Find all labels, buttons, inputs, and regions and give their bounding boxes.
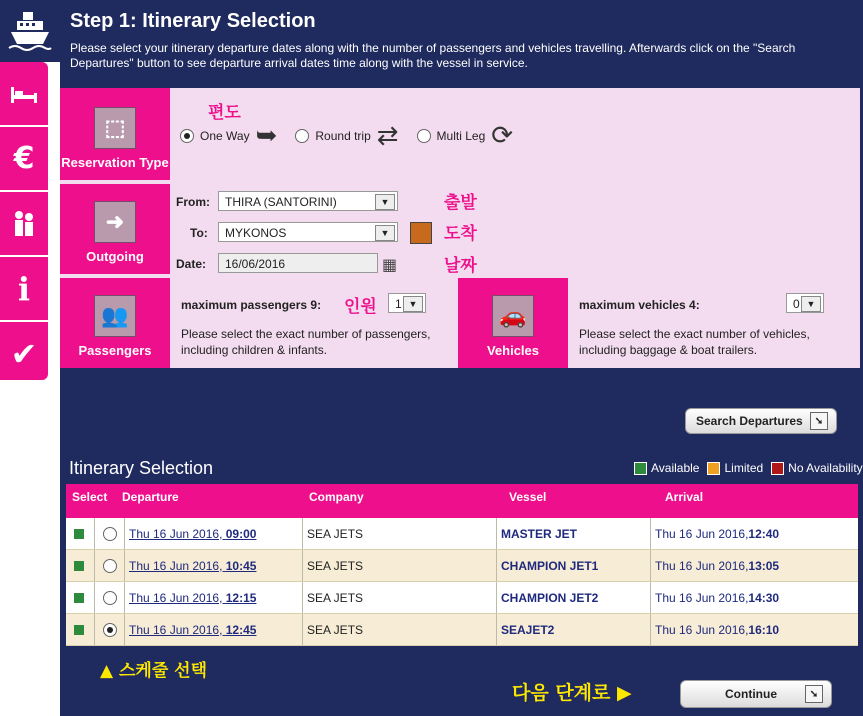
- annotation-date: 날짜: [444, 256, 477, 276]
- status-available: [74, 561, 84, 571]
- multi-leg-label: Multi Leg: [436, 128, 486, 143]
- checkmark-icon: ✔: [10, 334, 38, 373]
- info-icon: i: [17, 269, 31, 308]
- rail-tab-confirm[interactable]: [0, 322, 48, 385]
- reservation-type-icon: ⬚: [94, 107, 136, 149]
- calendar-icon[interactable]: ▦: [382, 255, 398, 274]
- legend-available-swatch: [634, 462, 647, 475]
- radio-round-trip[interactable]: [295, 129, 309, 143]
- from-select[interactable]: THIRA (SANTORINI) ▼: [218, 191, 398, 211]
- passengers-select[interactable]: 1 ▼: [388, 293, 426, 313]
- departure-link[interactable]: Thu 16 Jun 2016, 12:15: [129, 590, 257, 605]
- company-cell: SEA JETS: [302, 550, 496, 581]
- annotation-passengers: 인원: [344, 297, 377, 317]
- legend-no-availability: No Availability: [788, 461, 863, 475]
- vehicles-help-2: including baggage & boat trailers.: [579, 343, 758, 357]
- ship-icon: [7, 8, 53, 54]
- table-row[interactable]: [66, 550, 858, 582]
- rail-tab-passengers[interactable]: [0, 192, 48, 257]
- vehicle-icon: 🚗: [492, 295, 534, 337]
- vehicles-select[interactable]: 0 ▼: [786, 293, 824, 313]
- col-vessel: Vessel: [509, 490, 547, 504]
- departure-link[interactable]: Thu 16 Jun 2016, 09:00: [129, 526, 257, 541]
- annotation-departure: 출발: [444, 193, 477, 213]
- status-available: [74, 529, 84, 539]
- date-input[interactable]: 16/06/2016: [218, 253, 378, 273]
- multi-leg-arrows-icon: ⟳: [491, 120, 514, 150]
- table-row[interactable]: [66, 518, 858, 550]
- departure-link[interactable]: Thu 16 Jun 2016, 12:45: [129, 622, 257, 637]
- outgoing-label: ➜ Outgoing: [60, 184, 170, 274]
- status-available: [74, 625, 84, 635]
- to-select[interactable]: MYKONOS ▼: [218, 222, 398, 242]
- company-cell: SEA JETS: [302, 582, 496, 613]
- arrival-cell: Thu 16 Jun 2016, 16:10: [650, 614, 858, 645]
- one-way-arrow-icon: ➥: [255, 120, 278, 150]
- legend-limited-swatch: [707, 462, 720, 475]
- step-header: [70, 10, 850, 71]
- arrival-cell: Thu 16 Jun 2016, 12:40: [650, 518, 858, 549]
- max-vehicles-label: maximum vehicles 4:: [579, 298, 700, 312]
- chevron-down-icon: ▼: [403, 296, 423, 312]
- row-select-radio[interactable]: [103, 591, 117, 605]
- legend-limited: Limited: [724, 461, 764, 475]
- table-header: [66, 484, 858, 518]
- round-trip-label: Round trip: [315, 128, 371, 143]
- rail-tab-info[interactable]: [0, 257, 48, 322]
- continue-button[interactable]: Continue ➘: [680, 680, 832, 708]
- one-way-label: One Way: [200, 128, 250, 143]
- search-departures-button[interactable]: Search Departures ➘: [685, 408, 837, 434]
- euro-icon: €: [13, 141, 35, 176]
- col-departure: Departure: [122, 490, 179, 504]
- arrival-cell: Thu 16 Jun 2016, 13:05: [650, 550, 858, 581]
- bed-icon: [9, 83, 39, 105]
- main-panel: [60, 0, 863, 716]
- status-available: [74, 593, 84, 603]
- radio-multi-leg[interactable]: [417, 129, 431, 143]
- itinerary-form: [60, 88, 860, 368]
- page-title: Step 1: Itinerary Selection: [70, 10, 316, 32]
- rail-tab-accommodation[interactable]: [0, 62, 48, 127]
- chevron-down-icon: ▼: [375, 194, 395, 210]
- row-select-radio[interactable]: [103, 623, 117, 637]
- max-passengers-label: maximum passengers 9:: [181, 298, 322, 312]
- vehicles-label: 🚗 Vehicles: [458, 278, 568, 368]
- itinerary-table: [66, 484, 858, 646]
- itinerary-title: Itinerary Selection: [69, 458, 214, 478]
- to-label: To:: [190, 226, 208, 240]
- passengers-icon: 👥: [94, 295, 136, 337]
- schedule-select-note: ▲ 스케줄 선택: [100, 661, 208, 681]
- chevron-down-icon: ▼: [375, 225, 395, 241]
- passengers-help-1: Please select the exact number of passengers,: [181, 327, 431, 341]
- passengers-label: 👥 Passengers: [60, 278, 170, 368]
- vessel-cell: CHAMPION JET2: [496, 582, 650, 613]
- outgoing-arrow-icon: ➜: [94, 201, 136, 243]
- legend-available: Available: [651, 461, 700, 475]
- arrow-icon: ➘: [805, 685, 823, 703]
- destination-image-icon[interactable]: [410, 222, 432, 244]
- table-row[interactable]: [66, 614, 858, 646]
- from-label: From:: [176, 195, 210, 209]
- vessel-cell: CHAMPION JET1: [496, 550, 650, 581]
- radio-one-way[interactable]: [180, 129, 194, 143]
- arrow-icon: ➘: [810, 412, 828, 430]
- vessel-cell: MASTER JET: [496, 518, 650, 549]
- reservation-type-label: ⬚ Reservation Type: [60, 88, 170, 180]
- date-label: Date:: [176, 257, 207, 271]
- ship-logo: [0, 0, 60, 62]
- company-cell: SEA JETS: [302, 614, 496, 645]
- row-select-radio[interactable]: [103, 527, 117, 541]
- chevron-down-icon: ▼: [801, 296, 821, 312]
- reservation-type-options: [180, 120, 531, 151]
- annotation-one-way: 편도: [208, 103, 241, 123]
- row-select-radio[interactable]: [103, 559, 117, 573]
- step-rail: [0, 62, 48, 380]
- departure-link[interactable]: Thu 16 Jun 2016, 10:45: [129, 558, 257, 573]
- arrival-cell: Thu 16 Jun 2016, 14:30: [650, 582, 858, 613]
- col-company: Company: [309, 490, 364, 504]
- next-step-note: 다음 단계로 ▶: [512, 682, 632, 704]
- availability-legend: [626, 461, 863, 475]
- table-row[interactable]: [66, 582, 858, 614]
- passengers-help-2: including children & infants.: [181, 343, 328, 357]
- travellers-icon: [9, 209, 39, 239]
- company-cell: SEA JETS: [302, 518, 496, 549]
- rail-tab-payment[interactable]: [0, 127, 48, 192]
- vessel-cell: SEAJET2: [496, 614, 650, 645]
- round-trip-arrows-icon: ⇄: [376, 120, 399, 150]
- page-description: Please select your itinerary departure dates along with the number of passengers and vehicles travelling. Afterwards click on the "Search Departures" button to see departure arrival dates time along with the vessel in service.: [70, 41, 796, 70]
- col-select: Select: [72, 490, 108, 504]
- col-arrival: Arrival: [665, 490, 704, 504]
- vehicles-help-1: Please select the exact number of vehicles,: [579, 327, 810, 341]
- annotation-arrival: 도착: [444, 224, 477, 244]
- legend-no-availability-swatch: [771, 462, 784, 475]
